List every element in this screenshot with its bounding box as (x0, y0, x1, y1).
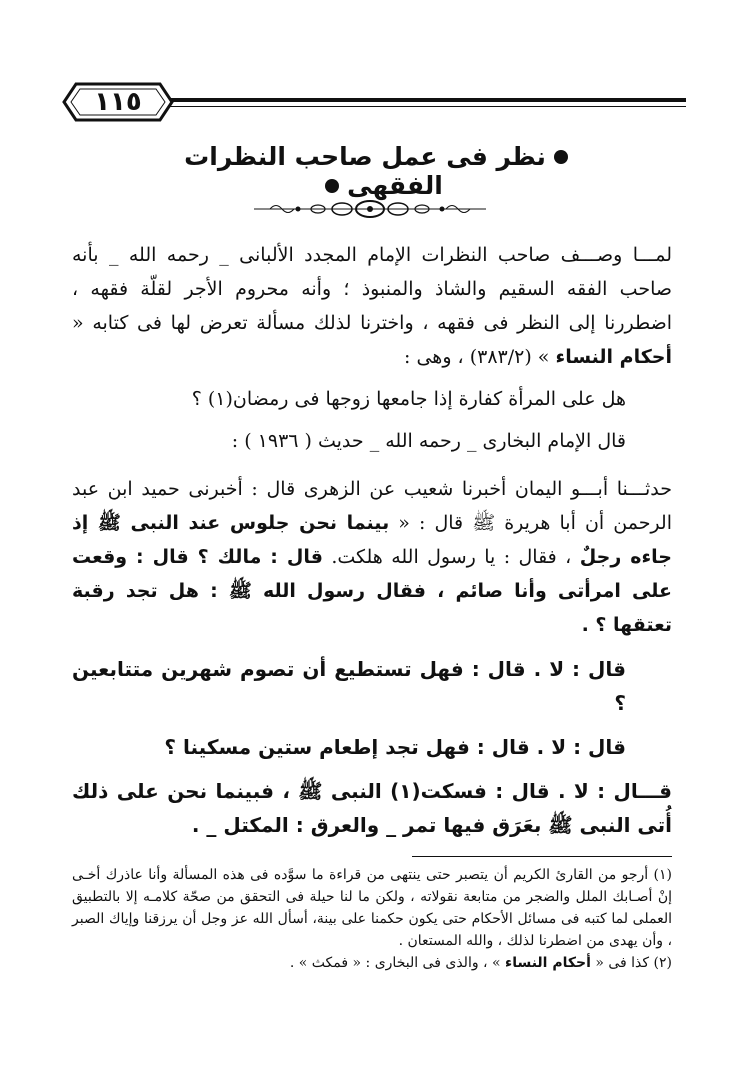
book-title: أحكام النساء (555, 346, 672, 368)
paragraph: لمـــا وصـــف صاحب النظرات الإمام المجدد الألبانى _ رحمه الله _ بأنه صاحب الفقه السقيم والشاذ والمنبوذ ؛ وأنه محروم الأجر لقلّة فقهه ، اضطررنا إلى النظر فى فقهه ، واخترنا لذلك مسألة تعرض لها فى كتابه « أحكام النساء » (٣٨٣/٢) ، وهى : (72, 244, 672, 368)
body-text (72, 238, 672, 842)
footnote: (١) أرجو من القارئ الكريم أن يتصبر حتى ينتهى من قراءة ما سوَّده فى هذه المسألة وأنا عاذرك أخـى إنْ أصـابك الملل والضجر من متابعة نقولاته ، ولكن ما لنا حيلة فى التحقق من صحّة كلامـه إلا بالتطبيق العملى لما كتبه فى مسائل الأحكام حتى يكون حكمنا على بينة، أسأل الله عز وجل أن يرزقنا وإياك الصبر ، وأن يهدى من اضطرنا لذلك ، والله المستعان . (72, 867, 672, 949)
header-rule (170, 98, 686, 102)
hadith-paragraph: حدثـــنا أبـــو اليمان أخبرنا شعيب عن الزهرى قال : أخبرنى حميد ابن عبد الرحمن أن أبا هريرة ﷺ قال : « بينما نحن جلوس عند النبى ﷺ إذ جاءه رجلٌ ، فقال : يا رسول الله هلكت. قال : مالك ؟ قال : وقعت على امرأتى وأنا صائم ، فقال رسول الله ﷺ : هل تجد رقبة تعتقها ؟ . (72, 478, 672, 636)
bullet-icon (325, 179, 339, 193)
footnotes (72, 864, 672, 974)
footnote-rule (412, 856, 672, 857)
hadith-line: قـــال : لا . قال : فسكت(١) النبى ﷺ ، فبينما نحن على ذلك أُتى النبى ﷺ بعَرَق فيها تمر _ والعرق : المكتل _ . (72, 779, 672, 837)
bullet-icon (554, 150, 568, 164)
section-heading (160, 142, 600, 200)
page-number-badge (62, 82, 174, 122)
hadith-line: قال : لا . قال : فهل تجد إطعام ستين مسكينا ؟ (164, 735, 626, 759)
footnote: (٢) كذا فى « أحكام النساء » ، والذى فى البخارى : « فمكث » . (289, 955, 672, 971)
ornament-divider-icon (250, 196, 490, 222)
paragraph: قال الإمام البخارى _ رحمه الله _ حديث ( ١٩٣٦ ) : (231, 430, 626, 452)
page-number: ١١٥ (94, 87, 142, 117)
header-rule-thin (170, 106, 686, 107)
section-title: نظر فى عمل صاحب النظرات الفقهى (184, 142, 546, 200)
paragraph: هل على المرأة كفارة إذا جامعها زوجها فى رمضان(١) ؟ (191, 388, 626, 410)
hadith-line: قال : لا . قال : فهل تستطيع أن تصوم شهرين متتابعين ؟ (72, 657, 626, 715)
